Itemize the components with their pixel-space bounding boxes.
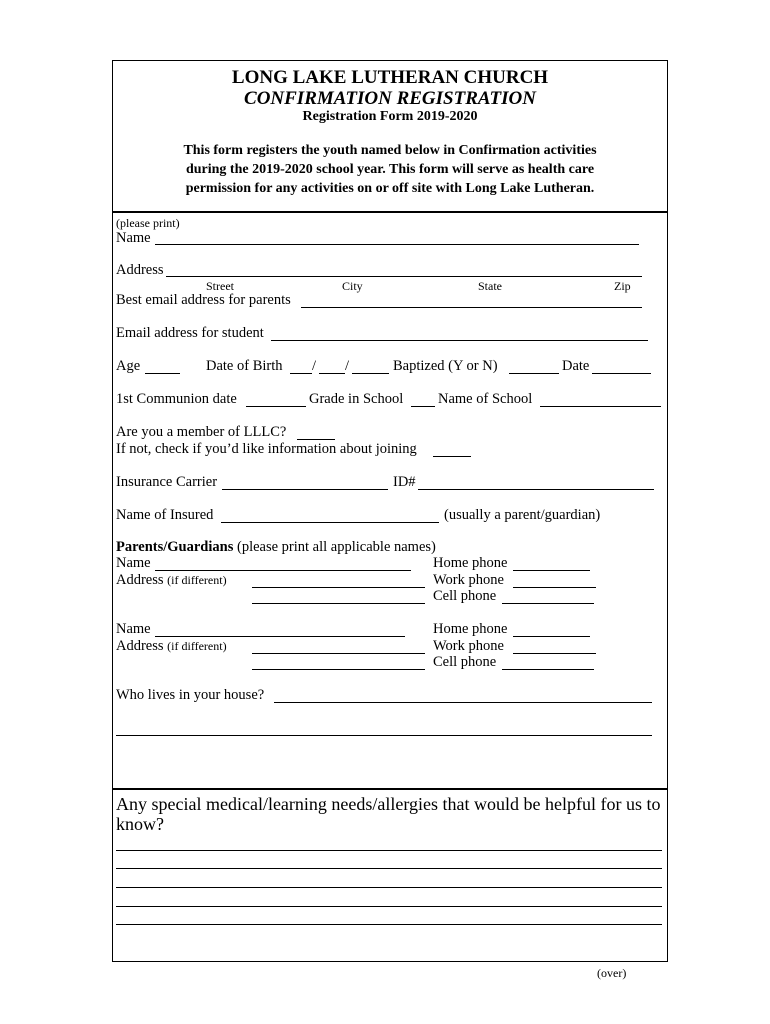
- insurance-label: Insurance Carrier: [116, 474, 218, 490]
- baptism-date-label: Date: [562, 358, 590, 374]
- form-year: Registration Form 2019-2020: [302, 109, 478, 124]
- grade-field[interactable]: [411, 406, 435, 407]
- communion-field[interactable]: [246, 406, 306, 407]
- student-email-label: Email address for student: [116, 325, 264, 341]
- guardian1-name-field[interactable]: [155, 570, 411, 571]
- please-print-note: (please print): [116, 216, 180, 230]
- school-label: Name of School: [438, 391, 533, 407]
- school-field[interactable]: [540, 406, 661, 407]
- guardian1-address-text: Address: [116, 572, 164, 588]
- guardian1-address-field-2[interactable]: [252, 603, 425, 604]
- medical-field-1[interactable]: [116, 850, 662, 851]
- intro-text: [113, 141, 667, 198]
- guardian2-cell-field[interactable]: [502, 669, 594, 670]
- medical-question: Any special medical/learning needs/allergies that would be helpful for us to know?: [116, 794, 661, 834]
- guardian2-address-label: [116, 638, 227, 655]
- parent-email-label: Best email address for parents: [116, 292, 291, 308]
- dob-day-field[interactable]: [319, 373, 345, 374]
- medical-field-2[interactable]: [116, 868, 662, 869]
- guardian2-name-field[interactable]: [155, 636, 405, 637]
- insured-label: Name of Insured: [116, 507, 214, 523]
- address-label: Address: [116, 262, 164, 278]
- guardian2-work-field[interactable]: [513, 653, 596, 654]
- intro-line-3: permission for any activities on or off site with Long Lake Lutheran.: [185, 181, 595, 196]
- guardian2-home-label: Home phone: [433, 621, 508, 637]
- insurance-field[interactable]: [222, 489, 388, 490]
- guardian2-if-different: (if different): [167, 639, 227, 653]
- guardian2-address-field-1[interactable]: [252, 653, 425, 654]
- baptized-field[interactable]: [509, 373, 559, 374]
- id-field[interactable]: [418, 489, 654, 490]
- guardian1-home-field[interactable]: [513, 570, 590, 571]
- dob-year-field[interactable]: [352, 373, 389, 374]
- state-sublabel: State: [478, 279, 502, 293]
- student-email-field[interactable]: [271, 340, 648, 341]
- insured-field[interactable]: [221, 522, 439, 523]
- intro-line-1: This form registers the youth named below in Confirmation activities: [183, 143, 597, 158]
- guardians-heading: [116, 539, 436, 556]
- baptism-date-field[interactable]: [592, 373, 651, 374]
- house-field-1[interactable]: [274, 702, 652, 703]
- guardians-heading-bold: Parents/Guardians: [116, 539, 234, 555]
- guardian1-home-label: Home phone: [433, 555, 508, 571]
- guardian1-name-label: Name: [116, 555, 151, 571]
- name-label: Name: [116, 230, 151, 246]
- joining-field[interactable]: [433, 456, 471, 457]
- member-question: Are you a member of LLLC?: [116, 424, 287, 440]
- id-label: ID#: [393, 474, 416, 490]
- insured-note: (usually a parent/guardian): [444, 507, 601, 523]
- guardian1-work-field[interactable]: [513, 587, 596, 588]
- guardian2-work-label: Work phone: [433, 638, 504, 654]
- guardian1-if-different: (if different): [167, 573, 227, 587]
- baptized-label: Baptized (Y or N): [393, 358, 498, 374]
- header-box: [112, 60, 668, 213]
- guardian2-cell-label: Cell phone: [433, 654, 497, 670]
- dob-slash-2: /: [345, 358, 350, 374]
- communion-label: 1st Communion date: [116, 391, 237, 407]
- city-sublabel: City: [342, 279, 363, 293]
- dob-slash-1: /: [312, 358, 317, 374]
- parent-email-field[interactable]: [301, 307, 642, 308]
- address-field[interactable]: [166, 276, 642, 277]
- medical-field-4[interactable]: [116, 906, 662, 907]
- member-field[interactable]: [297, 439, 335, 440]
- medical-field-3[interactable]: [116, 887, 662, 888]
- medical-box: [112, 788, 668, 962]
- age-field[interactable]: [145, 373, 180, 374]
- medical-field-5[interactable]: [116, 924, 662, 925]
- guardian1-address-field-1[interactable]: [252, 587, 425, 588]
- street-sublabel: Street: [206, 279, 234, 293]
- zip-sublabel: Zip: [614, 279, 631, 293]
- intro-line-2: during the 2019-2020 school year. This form will serve as health care: [185, 162, 595, 177]
- guardian2-address-field-2[interactable]: [252, 669, 425, 670]
- guardians-heading-note: (please print all applicable names): [236, 539, 436, 555]
- dob-month-field[interactable]: [290, 373, 312, 374]
- church-name: LONG LAKE LUTHERAN CHURCH: [231, 67, 549, 88]
- dob-label: Date of Birth: [206, 358, 283, 374]
- joining-question: If not, check if you’d like information about joining: [116, 441, 417, 457]
- house-question: Who lives in your house?: [116, 687, 265, 703]
- guardian1-cell-field[interactable]: [502, 603, 594, 604]
- form-title: CONFIRMATION REGISTRATION: [244, 88, 536, 109]
- age-label: Age: [116, 358, 141, 374]
- guardian1-work-label: Work phone: [433, 572, 504, 588]
- house-field-2[interactable]: [116, 735, 652, 736]
- over-note: (over): [597, 966, 627, 980]
- grade-label: Grade in School: [309, 391, 404, 407]
- guardian2-address-text: Address: [116, 638, 164, 654]
- guardian1-address-label: [116, 572, 227, 589]
- name-field[interactable]: [155, 244, 639, 245]
- guardian2-home-field[interactable]: [513, 636, 590, 637]
- guardian2-name-label: Name: [116, 621, 151, 637]
- guardian1-cell-label: Cell phone: [433, 588, 497, 604]
